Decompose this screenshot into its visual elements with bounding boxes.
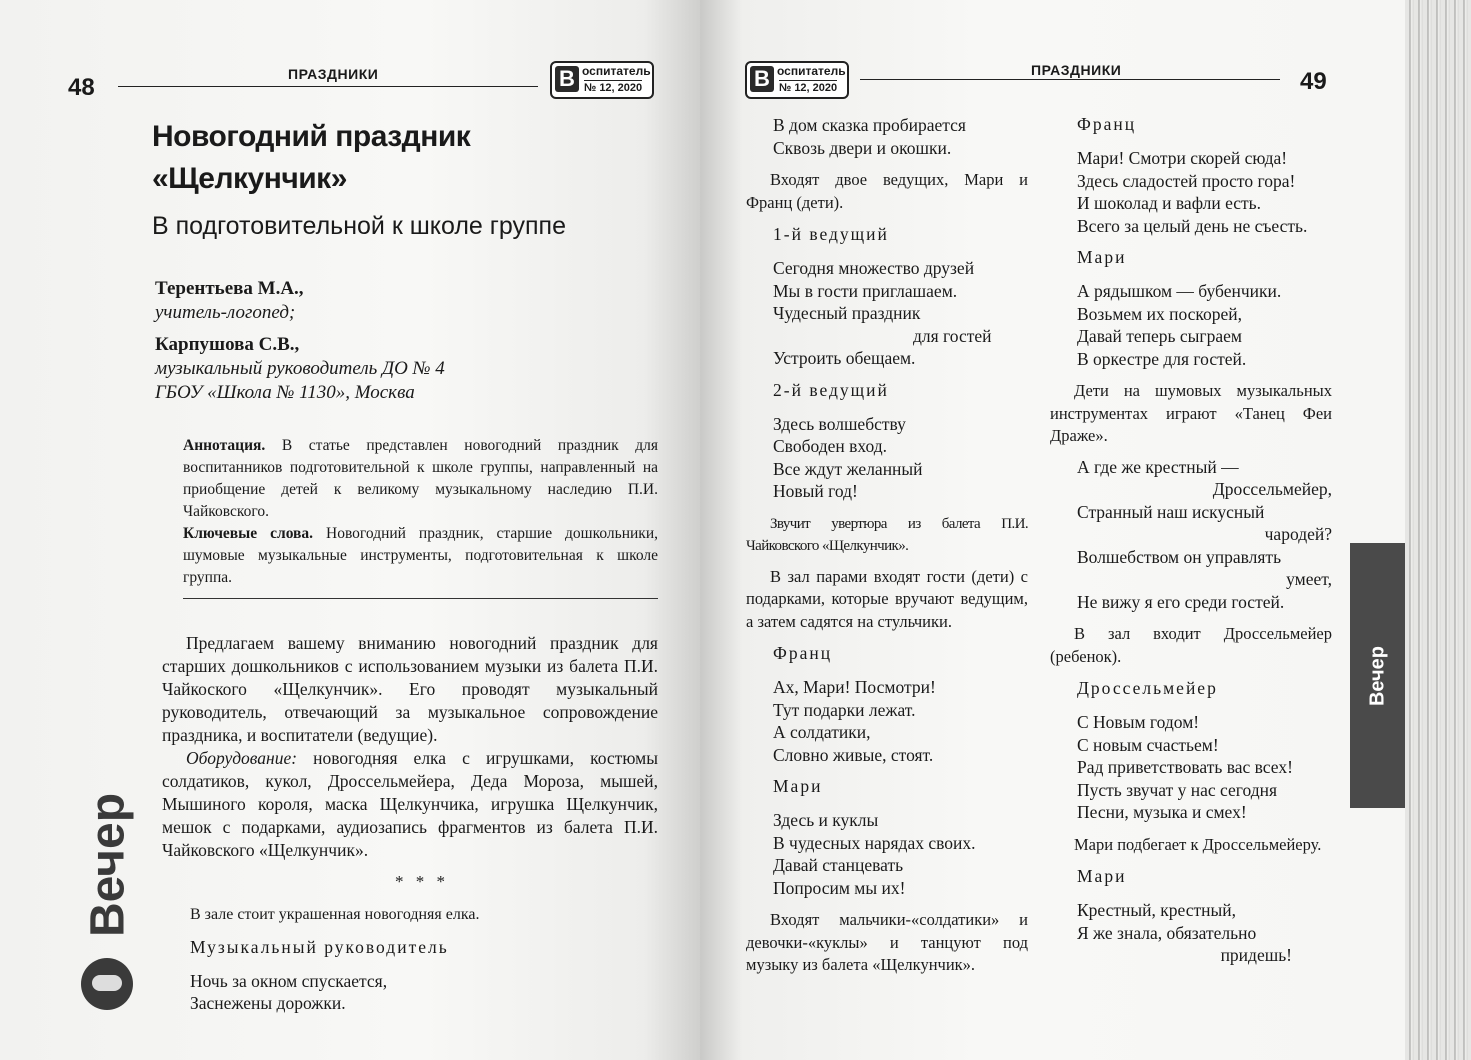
verse-line: А солдатики,: [773, 722, 871, 742]
verse-line: Здесь и куклы: [773, 810, 879, 830]
verse-line: Чудесный праздник: [773, 303, 921, 323]
verse-line: С Новым годом!: [1077, 712, 1200, 732]
verse-line: Мари! Смотри скорей сюда!: [1077, 148, 1288, 168]
magazine-logo: [550, 61, 654, 99]
verse-line: придешь!: [1220, 945, 1292, 965]
column-left: [746, 114, 1028, 985]
verse-line: Давай теперь сыграем: [1077, 326, 1242, 346]
verse-line: Давай станцевать: [773, 855, 904, 875]
author-1: Терентьева М.А., учитель-логопед;: [155, 278, 304, 323]
verse-line: В оркестре для гостей.: [1077, 348, 1247, 369]
verse-line: Здесь сладостей просто гора!: [1077, 170, 1296, 191]
verse-line: Словно живые, стоят.: [773, 744, 934, 765]
verse-line: В дом сказка пробирается: [773, 115, 966, 135]
page-number: 48: [68, 74, 95, 101]
verse-line: В чудесных нарядах своих.: [773, 832, 976, 853]
author-2: Карпушова С.В., музыкальный руководитель ДО № 4 ГБОУ «Школа № 1130», Москва: [155, 334, 445, 403]
speaker-label: Мари: [1077, 866, 1127, 886]
verse-line: Волшебством он управлять: [1077, 546, 1282, 567]
verse-line: С новым счастьем!: [1077, 734, 1219, 755]
logo-name: оспитатель: [777, 64, 846, 78]
script-start: [190, 904, 660, 1015]
stage-direction: В зале стоит украшенная новогодняя елка.: [190, 906, 480, 923]
article-title: Новогодний праздник «Щелкунчик»: [152, 120, 471, 195]
verse-line: Все ждут желанный: [773, 458, 923, 479]
header-rule: [860, 79, 1280, 80]
side-tab-evening: [78, 790, 138, 1015]
speaker-label: Франц: [773, 643, 833, 663]
speaker-label: 2-й ведущий: [773, 379, 889, 400]
verse-line: Попросим мы их!: [773, 877, 906, 898]
verse-line: Мы в гости приглашаем.: [773, 280, 958, 301]
stage-direction: Мари подбегает к Дроссельмейеру.: [1074, 834, 1322, 854]
verse-line: Свободен вход.: [773, 436, 887, 456]
header-rule: [118, 86, 538, 87]
verse-line: Крестный, крестный,: [1077, 900, 1237, 920]
magazine-logo: [745, 61, 849, 99]
intro-paragraph: Предлагаем вашему вниманию новогодний праздник для старших дошкольников с использованием музыки из балета П.И. Чайкоского «Щелкунчик». Его проводят музыкальный руководитель, отвечающий за музыкальное сопровождение праздника, и воспитатели (ведущие).: [162, 633, 658, 745]
right-page: [700, 0, 1405, 1060]
verse-line: умеет,: [1286, 569, 1332, 589]
speaker-label: Мари: [1077, 247, 1127, 267]
logo-letter: В: [750, 66, 774, 92]
verse-line: для гостей: [913, 325, 992, 346]
verse-line: Сквозь двери и окошки.: [773, 137, 952, 158]
page-number: 49: [1300, 68, 1327, 95]
logo-letter: В: [555, 66, 579, 92]
speaker-label: Франц: [1077, 114, 1137, 134]
article-body: [162, 632, 658, 862]
stage-direction: Входят мальчики-«солдатики» и девочки-«куклы» и танцуют под музыку из балета «Щелкунчик».: [746, 910, 1028, 974]
section-title: ПРАЗДНИКИ: [1031, 62, 1122, 78]
equipment-paragraph: Оборудование: новогодняя елка с игрушками, костюмы солдатиков, кукол, Дроссельмейера, Деда Мороза, мышей, Мышиного короля, маска Щелкунчика, игрушка Щелкунчик, мешок с подарками, аудиозапись фрагментов из балета П.И. Чайковского «Щелкунчик».: [162, 748, 658, 860]
verse-line: Новый год!: [773, 481, 858, 501]
annotation-rule: [183, 598, 658, 599]
logo-issue: № 12, 2020: [584, 82, 643, 94]
speaker-label: Музыкальный руководитель: [190, 936, 449, 957]
verse-line: Ах, Мари! Посмотри!: [773, 677, 936, 697]
stage-direction: Звучит увертюра из балета П.И. Чайковского «Щелкунчик».: [746, 515, 1028, 554]
verse-line: Возьмем их поскорей,: [1077, 303, 1243, 324]
verse-line: А рядышком — бубенчики.: [1077, 281, 1282, 301]
verse-line: Всего за целый день не съесть.: [1077, 215, 1308, 236]
cloud-icon: [92, 975, 122, 991]
verse-line: Странный наш искусный: [1077, 501, 1265, 522]
section-title: ПРАЗДНИКИ: [288, 66, 379, 82]
speaker-label: Мари: [773, 776, 823, 796]
verse-line: Тут подарки лежат.: [773, 699, 916, 720]
side-tab-label: Вечер: [1366, 645, 1388, 706]
left-page: [0, 0, 700, 1060]
verse-line: Заснежены дорожки.: [190, 993, 346, 1013]
verse-line: Не вижу я его среди гостей.: [1077, 591, 1285, 612]
verse-line: чародей?: [1264, 524, 1332, 544]
logo-name: оспитатель: [582, 64, 651, 78]
column-right: [1050, 114, 1332, 967]
article-subtitle: В подготовительной к школе группе: [152, 212, 566, 240]
verse-line: А где же крестный —: [1077, 456, 1239, 477]
verse-line: Ночь за окном спускается,: [190, 970, 388, 991]
verse-line: Песни, музыка и смех!: [1077, 802, 1247, 822]
verse-line: Я же знала, обязательно: [1077, 922, 1257, 943]
verse-line: Устроить обещаем.: [773, 348, 916, 368]
separator-stars: * * *: [395, 872, 449, 891]
verse-line: Пусть звучат у нас сегодня: [1077, 779, 1278, 800]
verse-line: Сегодня множество друзей: [773, 258, 975, 278]
side-tab-evening: [1350, 543, 1405, 808]
verse-line: Дроссельмейер,: [1212, 479, 1332, 499]
side-tab-label: Вечер: [81, 792, 135, 938]
annotation-block: Аннотация. В статье представлен новогодний праздник для воспитанников подготовительной к школе группы, направленный на приобщение детей к великому музыкальному наследию П.И. Чайковского. Ключевые слова. Новогодний праздник, старшие дошкольники, шумовые музыкальные инструменты, подготовительная к школе группа.: [183, 437, 659, 586]
logo-issue: № 12, 2020: [779, 82, 838, 94]
stage-direction: Входят двое ведущих, Мари и Франц (дети).: [746, 170, 1028, 212]
verse-line: И шоколад и вафли есть.: [1077, 193, 1262, 213]
stage-direction: В зал парами входят гости (дети) с подарками, которые вручают ведущим, а затем садятся на стульчики.: [746, 566, 1028, 631]
verse-line: Рад приветствовать вас всех!: [1077, 757, 1293, 777]
verse-line: Здесь волшебству: [773, 413, 906, 434]
book-page-edges: [1405, 0, 1471, 1060]
speaker-label: 1-й ведущий: [773, 224, 889, 244]
stage-direction: Дети на шумовых музыкальных инструментах играют «Танец Феи Драже».: [1050, 381, 1332, 445]
stage-direction: В зал входит Дроссельмейер (ребенок).: [1050, 624, 1332, 666]
speaker-label: Дроссельмейер: [1077, 678, 1218, 698]
